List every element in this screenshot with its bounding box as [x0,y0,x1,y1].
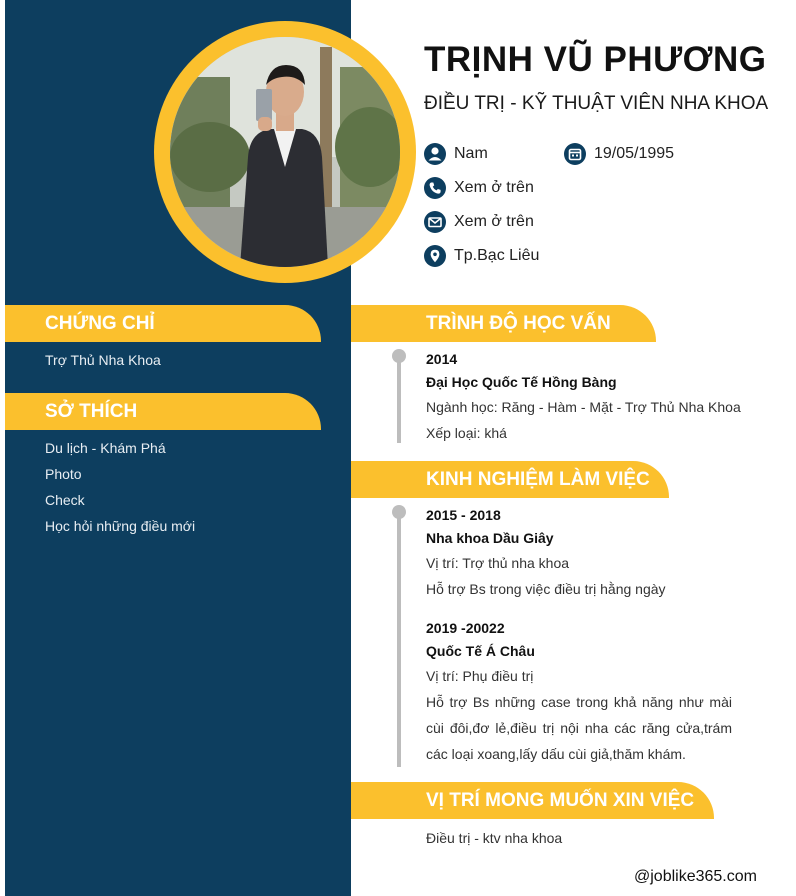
job-company: Nha khoa Dầu Giây [426,530,554,546]
timeline-dot [392,505,406,519]
job-description: Hỗ trợ Bs những case trong khả năng như mài cùi đôi,đơ lẻ,điều trị nội nha các răng cửa,trám các loại xoang,lấy dấu cùi giả,thăm khám. [426,694,732,762]
desired-position-heading-label: VỊ TRÍ MONG MUỐN XIN VIỆC [426,790,695,811]
experience-timeline [397,511,401,767]
job-period: 2015 - 2018 [426,507,501,523]
education-heading [351,305,656,342]
experience-heading-label: KINH NGHIỆM LÀM VIỆC [426,469,650,490]
phone-row [424,175,534,201]
job-position: Vị trí: Phụ điều trị [426,668,534,684]
phone-value: Xem ở trên [454,179,534,196]
desired-position-value: Điều trị - ktv nha khoa [426,830,563,846]
calendar-icon [564,143,586,165]
hobbies-heading-label: SỞ THÍCH [45,401,138,422]
avatar [170,37,400,267]
education-heading-label: TRÌNH ĐỘ HỌC VẤN [426,313,611,334]
timeline-dot [392,349,406,363]
birthdate-row [564,141,674,167]
email-icon [424,211,446,233]
birthdate-value: 19/05/1995 [594,145,675,162]
email-value: Xem ở trên [454,213,534,230]
job-company: Quốc Tế Á Châu [426,643,535,659]
user-icon [424,143,446,165]
email-row [424,209,534,235]
hobby-item: Học hỏi những điều mới [45,518,196,534]
education-timeline [397,355,401,443]
education-major: Ngành học: Răng - Hàm - Mặt - Trợ Thủ Nha Khoa [426,399,741,415]
experience-heading [351,461,669,498]
certificate-item: Trợ Thủ Nha Khoa [45,352,161,368]
gender-row [424,141,488,167]
education-school: Đại Học Quốc Tế Hồng Bàng [426,374,617,390]
avatar-photo [170,37,400,267]
job-description: Hỗ trợ Bs trong việc điều trị hằng ngày [426,581,666,597]
location-icon [424,245,446,267]
certificates-heading [5,305,321,342]
watermark: @joblike365.com [634,868,757,885]
certificates-heading-label: CHỨNG CHỈ [45,313,155,334]
gender-value: Nam [454,145,488,162]
hobby-item: Photo [45,466,82,482]
candidate-name: TRỊNH VŨ PHƯƠNG [424,40,767,79]
hobby-item: Du lịch - Khám Phá [45,440,166,456]
address-value: Tp.Bạc Liêu [454,247,540,264]
education-year: 2014 [426,351,458,367]
address-row [424,243,539,269]
education-grade: Xếp loại: khá [426,425,507,441]
hobbies-heading [5,393,321,430]
job-period: 2019 -20022 [426,620,505,636]
job-position: Vị trí: Trợ thủ nha khoa [426,555,570,571]
candidate-title: ĐIỀU TRỊ - KỸ THUẬT VIÊN NHA KHOA [424,93,769,114]
hobby-item: Check [45,492,85,508]
phone-icon [424,177,446,199]
desired-position-heading [351,782,714,819]
